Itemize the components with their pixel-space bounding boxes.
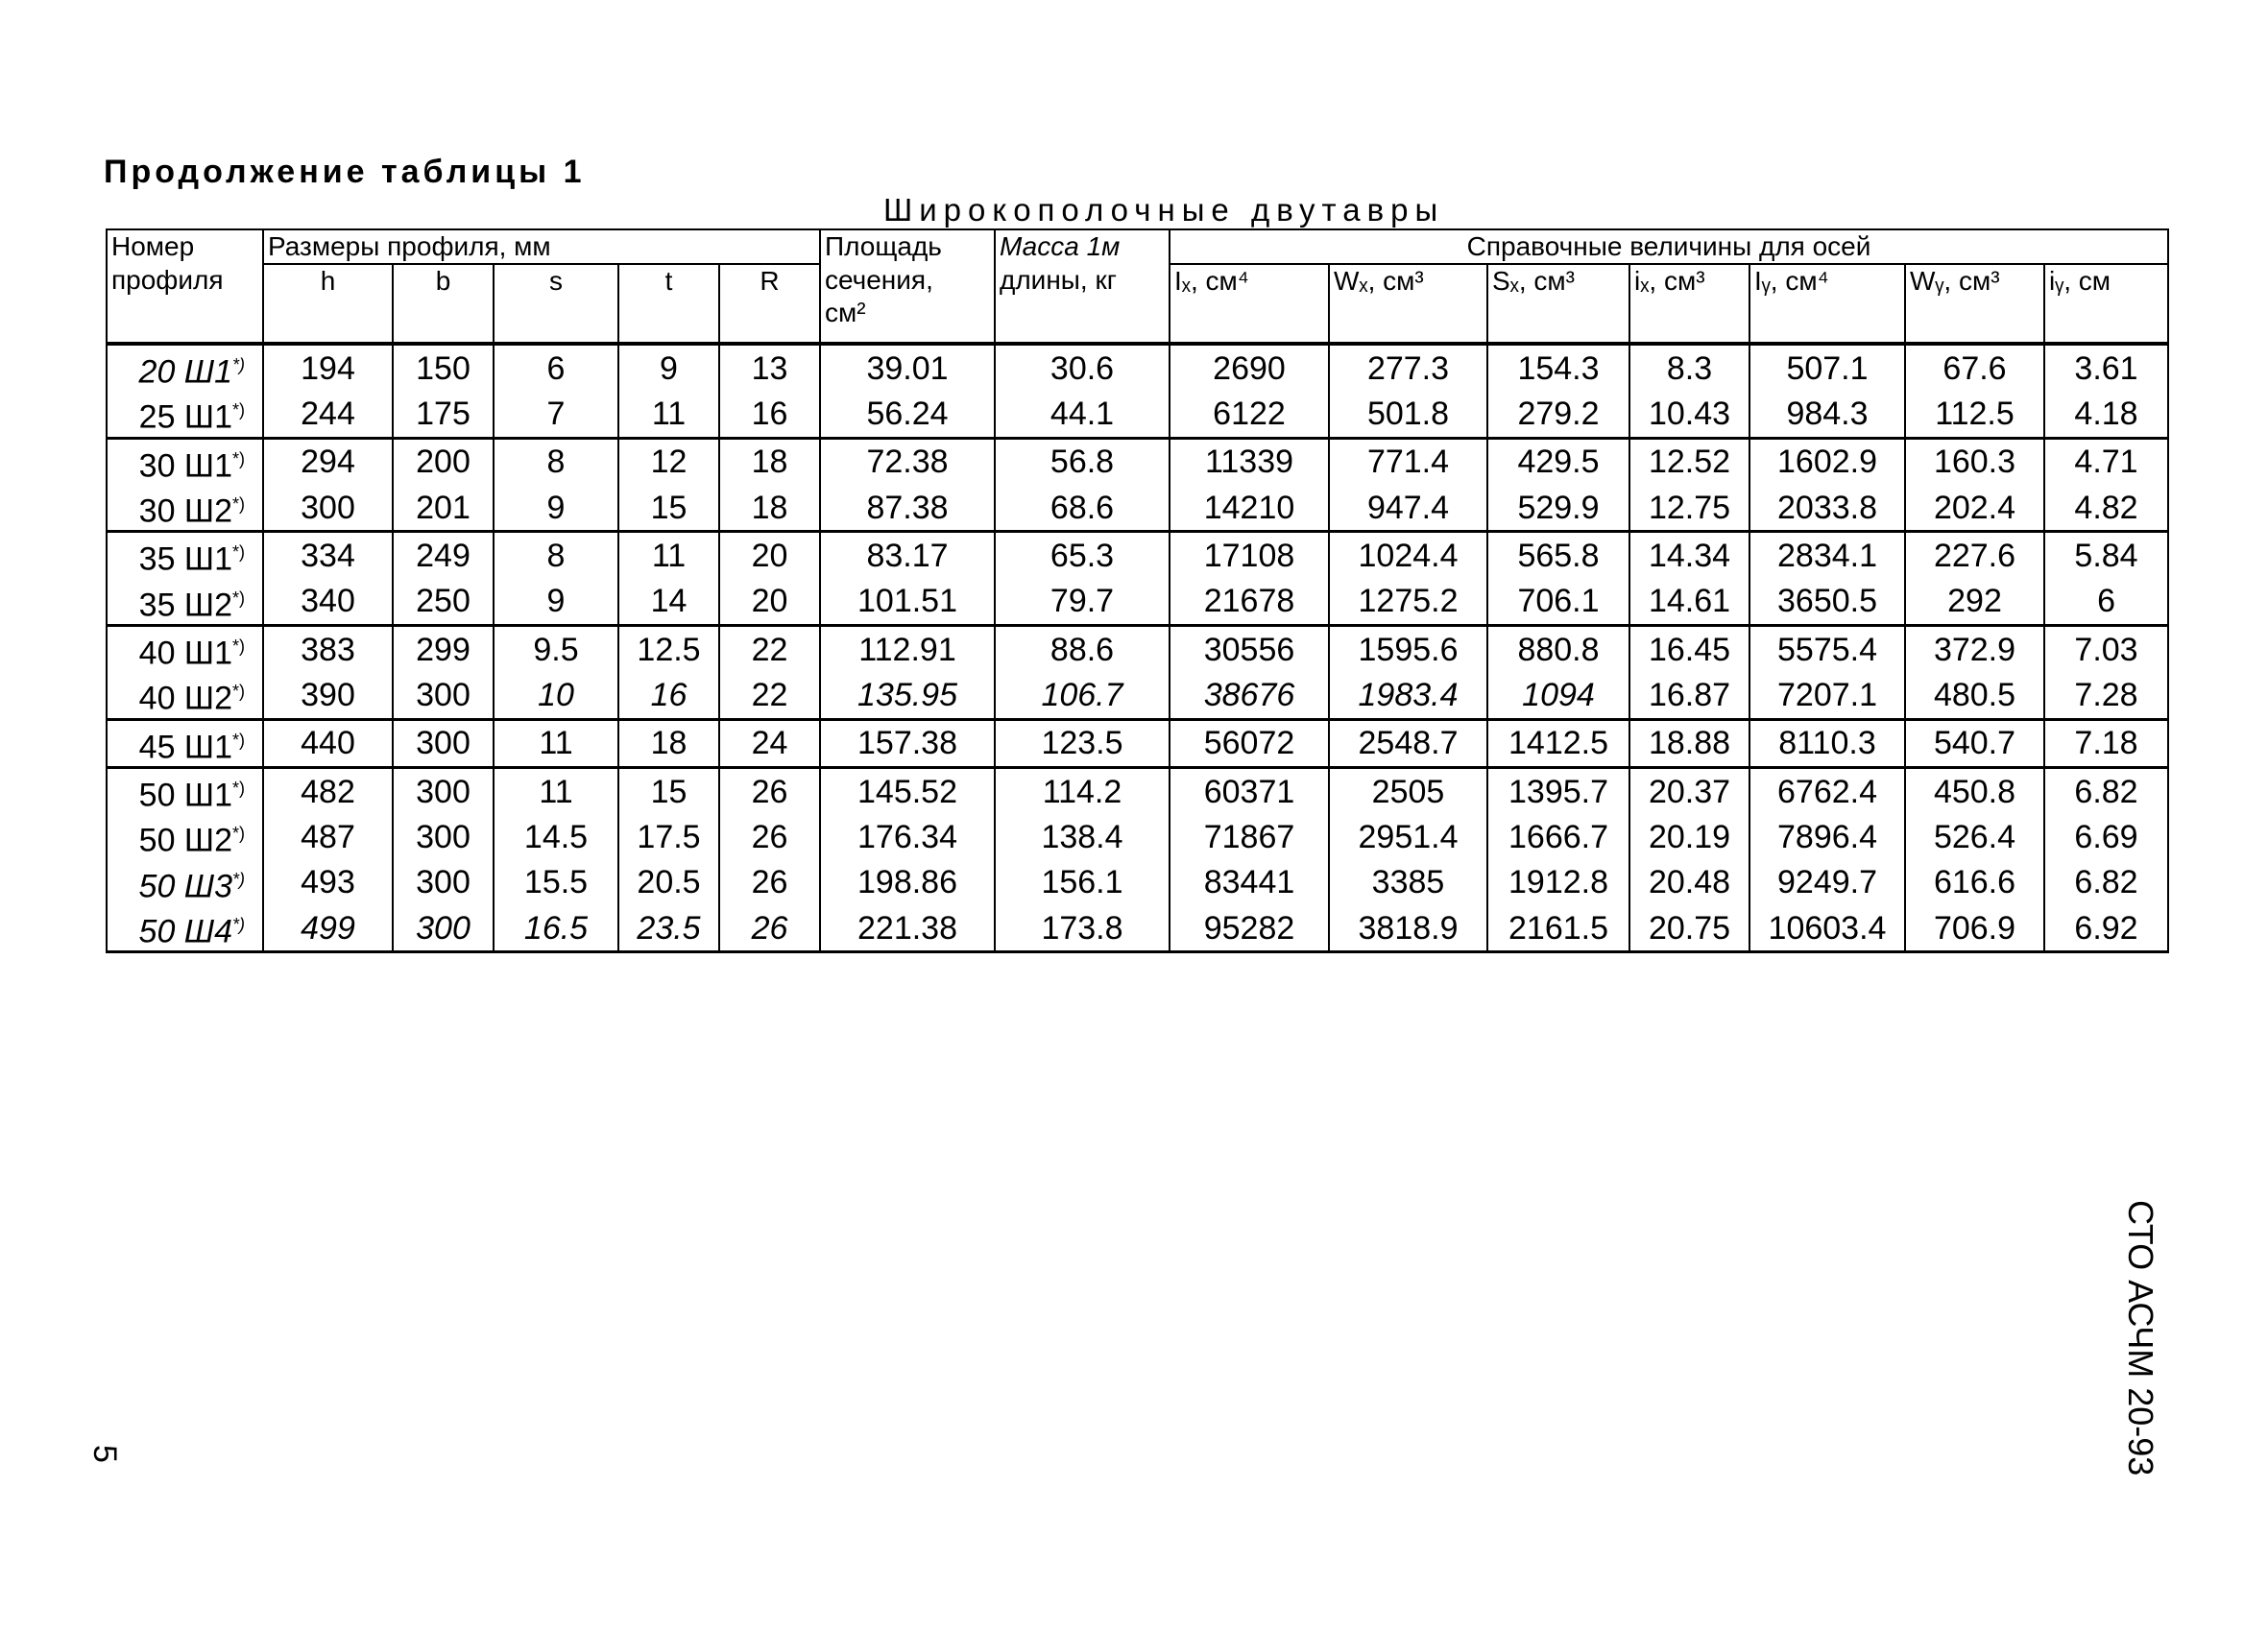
cell-b: 249 bbox=[393, 532, 494, 579]
cell-profile bbox=[107, 860, 263, 905]
cell-b: 299 bbox=[393, 625, 494, 672]
cell-ix: 8.3 bbox=[1629, 344, 1749, 391]
header-row-2 bbox=[107, 264, 2168, 344]
cell-area: 83.17 bbox=[820, 532, 995, 579]
cell-h: 334 bbox=[263, 532, 393, 579]
table-row bbox=[107, 814, 2168, 859]
cell-area: 56.24 bbox=[820, 391, 995, 438]
cell-Wx: 2548.7 bbox=[1329, 719, 1487, 767]
header-row-1 bbox=[107, 229, 2168, 264]
cell-Wx: 2505 bbox=[1329, 767, 1487, 814]
cell-ix: 14.61 bbox=[1629, 579, 1749, 626]
cell-h: 300 bbox=[263, 485, 393, 532]
table-row bbox=[107, 438, 2168, 485]
cell-Ix: 21678 bbox=[1170, 579, 1329, 626]
cell-Wy: 372.9 bbox=[1905, 625, 2044, 672]
cell-R: 22 bbox=[719, 625, 820, 672]
profile-label: 20 Ш1 bbox=[138, 353, 232, 391]
cell-iy: 6.82 bbox=[2044, 767, 2168, 814]
cell-Ix: 14210 bbox=[1170, 485, 1329, 532]
cell-ix: 16.87 bbox=[1629, 672, 1749, 719]
cell-mass: 30.6 bbox=[995, 344, 1170, 391]
cell-iy: 4.18 bbox=[2044, 391, 2168, 438]
cell-R: 26 bbox=[719, 767, 820, 814]
col-area-bottom-text: сечения, bbox=[825, 265, 933, 295]
cell-t: 16 bbox=[618, 672, 719, 719]
cell-t: 14 bbox=[618, 579, 719, 626]
cell-Wy: 540.7 bbox=[1905, 719, 2044, 767]
footnote-mark: *) bbox=[232, 542, 245, 563]
table-row bbox=[107, 860, 2168, 905]
cell-s: 9 bbox=[494, 485, 618, 532]
cell-iy: 4.82 bbox=[2044, 485, 2168, 532]
cell-ix: 18.88 bbox=[1629, 719, 1749, 767]
page-number: 5 bbox=[86, 1445, 123, 1463]
footnote-mark: *) bbox=[232, 448, 245, 468]
cell-profile bbox=[107, 767, 263, 814]
table-row bbox=[107, 485, 2168, 532]
cell-Wy: 67.6 bbox=[1905, 344, 2044, 391]
cell-area: 87.38 bbox=[820, 485, 995, 532]
cell-h: 244 bbox=[263, 391, 393, 438]
cell-Wx: 501.8 bbox=[1329, 391, 1487, 438]
profile-label: 30 Ш1 bbox=[138, 446, 232, 484]
col-area-top: Площадь bbox=[820, 229, 995, 264]
cell-area: 72.38 bbox=[820, 438, 995, 485]
cell-iy: 6 bbox=[2044, 579, 2168, 626]
table-row bbox=[107, 532, 2168, 579]
cell-ix: 20.37 bbox=[1629, 767, 1749, 814]
col-Wy: Wᵧ, см³ bbox=[1905, 264, 2044, 344]
col-h: h bbox=[263, 264, 393, 344]
cell-area: 221.38 bbox=[820, 905, 995, 952]
col-mass-bottom: длины, кг bbox=[995, 264, 1170, 344]
col-Sx: Sₓ, см³ bbox=[1487, 264, 1629, 344]
cell-mass: 138.4 bbox=[995, 814, 1170, 859]
profile-label: 30 Ш2 bbox=[138, 492, 232, 530]
cell-h: 440 bbox=[263, 719, 393, 767]
col-reference-group: Справочные величины для осей bbox=[1170, 229, 2168, 264]
cell-t: 15 bbox=[618, 767, 719, 814]
footnote-mark: *) bbox=[232, 493, 245, 514]
cell-R: 20 bbox=[719, 532, 820, 579]
cell-R: 26 bbox=[719, 860, 820, 905]
cell-Ix: 11339 bbox=[1170, 438, 1329, 485]
cell-ix: 12.75 bbox=[1629, 485, 1749, 532]
cell-area: 176.34 bbox=[820, 814, 995, 859]
cell-b: 150 bbox=[393, 344, 494, 391]
cell-h: 390 bbox=[263, 672, 393, 719]
col-profile-top: Номер bbox=[107, 229, 263, 264]
cell-t: 20.5 bbox=[618, 860, 719, 905]
cell-Wy: 526.4 bbox=[1905, 814, 2044, 859]
cell-R: 22 bbox=[719, 672, 820, 719]
cell-mass: 56.8 bbox=[995, 438, 1170, 485]
footnote-mark: *) bbox=[232, 824, 245, 844]
col-area-unit: см² bbox=[825, 298, 866, 327]
profile-label: 40 Ш1 bbox=[138, 635, 232, 672]
cell-mass: 123.5 bbox=[995, 719, 1170, 767]
cell-Ix: 56072 bbox=[1170, 719, 1329, 767]
cell-h: 499 bbox=[263, 905, 393, 952]
cell-iy: 7.28 bbox=[2044, 672, 2168, 719]
cell-Wy: 112.5 bbox=[1905, 391, 2044, 438]
cell-Wx: 277.3 bbox=[1329, 344, 1487, 391]
cell-Wx: 2951.4 bbox=[1329, 814, 1487, 859]
cell-Iy: 8110.3 bbox=[1749, 719, 1905, 767]
cell-profile bbox=[107, 579, 263, 626]
cell-ix: 16.45 bbox=[1629, 625, 1749, 672]
profile-label: 45 Ш1 bbox=[138, 728, 232, 765]
cell-Iy: 2033.8 bbox=[1749, 485, 1905, 532]
cell-mass: 114.2 bbox=[995, 767, 1170, 814]
footnote-mark: *) bbox=[232, 588, 245, 608]
col-Ix: Iₓ, см⁴ bbox=[1170, 264, 1329, 344]
cell-h: 482 bbox=[263, 767, 393, 814]
table-title: Широкополочные двутавры bbox=[883, 192, 1445, 228]
cell-Iy: 3650.5 bbox=[1749, 579, 1905, 626]
cell-area: 101.51 bbox=[820, 579, 995, 626]
footnote-mark: *) bbox=[232, 355, 245, 374]
cell-s: 7 bbox=[494, 391, 618, 438]
cell-Sx: 529.9 bbox=[1487, 485, 1629, 532]
cell-s: 10 bbox=[494, 672, 618, 719]
cell-Ix: 30556 bbox=[1170, 625, 1329, 672]
cell-Ix: 95282 bbox=[1170, 905, 1329, 952]
cell-area: 39.01 bbox=[820, 344, 995, 391]
footnote-mark: *) bbox=[232, 682, 245, 702]
cell-t: 15 bbox=[618, 485, 719, 532]
cell-area: 112.91 bbox=[820, 625, 995, 672]
table-row bbox=[107, 672, 2168, 719]
cell-iy: 3.61 bbox=[2044, 344, 2168, 391]
cell-b: 175 bbox=[393, 391, 494, 438]
cell-Iy: 9249.7 bbox=[1749, 860, 1905, 905]
cell-R: 18 bbox=[719, 438, 820, 485]
cell-R: 20 bbox=[719, 579, 820, 626]
cell-Wx: 1275.2 bbox=[1329, 579, 1487, 626]
footnote-mark: *) bbox=[232, 778, 245, 798]
profile-label: 50 Ш3 bbox=[138, 867, 232, 904]
cell-s: 9.5 bbox=[494, 625, 618, 672]
cell-t: 11 bbox=[618, 532, 719, 579]
cell-iy: 5.84 bbox=[2044, 532, 2168, 579]
cell-s: 14.5 bbox=[494, 814, 618, 859]
cell-Iy: 10603.4 bbox=[1749, 905, 1905, 952]
cell-profile bbox=[107, 344, 263, 391]
cell-t: 12 bbox=[618, 438, 719, 485]
cell-Iy: 507.1 bbox=[1749, 344, 1905, 391]
footnote-mark: *) bbox=[232, 914, 245, 934]
cell-Wx: 1024.4 bbox=[1329, 532, 1487, 579]
cell-Iy: 1602.9 bbox=[1749, 438, 1905, 485]
cell-Iy: 5575.4 bbox=[1749, 625, 1905, 672]
cell-h: 194 bbox=[263, 344, 393, 391]
cell-t: 12.5 bbox=[618, 625, 719, 672]
cell-profile bbox=[107, 438, 263, 485]
cell-Sx: 429.5 bbox=[1487, 438, 1629, 485]
cell-iy: 7.18 bbox=[2044, 719, 2168, 767]
cell-Ix: 2690 bbox=[1170, 344, 1329, 391]
cell-Iy: 2834.1 bbox=[1749, 532, 1905, 579]
cell-h: 340 bbox=[263, 579, 393, 626]
profile-label: 35 Ш1 bbox=[138, 540, 232, 578]
cell-Sx: 279.2 bbox=[1487, 391, 1629, 438]
cell-R: 13 bbox=[719, 344, 820, 391]
cell-Ix: 83441 bbox=[1170, 860, 1329, 905]
cell-profile bbox=[107, 719, 263, 767]
cell-Sx: 2161.5 bbox=[1487, 905, 1629, 952]
cell-ix: 20.48 bbox=[1629, 860, 1749, 905]
cell-profile bbox=[107, 814, 263, 859]
cell-t: 11 bbox=[618, 391, 719, 438]
cell-h: 487 bbox=[263, 814, 393, 859]
cell-s: 6 bbox=[494, 344, 618, 391]
cell-mass: 68.6 bbox=[995, 485, 1170, 532]
cell-Sx: 880.8 bbox=[1487, 625, 1629, 672]
cell-Wy: 227.6 bbox=[1905, 532, 2044, 579]
cell-ix: 10.43 bbox=[1629, 391, 1749, 438]
cell-area: 157.38 bbox=[820, 719, 995, 767]
cell-area: 145.52 bbox=[820, 767, 995, 814]
col-t: t bbox=[618, 264, 719, 344]
cell-b: 200 bbox=[393, 438, 494, 485]
cell-b: 300 bbox=[393, 814, 494, 859]
profile-label: 25 Ш1 bbox=[138, 398, 232, 436]
cell-t: 9 bbox=[618, 344, 719, 391]
cell-b: 300 bbox=[393, 767, 494, 814]
cell-ix: 14.34 bbox=[1629, 532, 1749, 579]
col-ix: iₓ, см³ bbox=[1629, 264, 1749, 344]
cell-Ix: 6122 bbox=[1170, 391, 1329, 438]
cell-profile bbox=[107, 672, 263, 719]
profile-label: 35 Ш2 bbox=[138, 586, 232, 623]
table-row bbox=[107, 579, 2168, 626]
table-row bbox=[107, 625, 2168, 672]
cell-Sx: 1666.7 bbox=[1487, 814, 1629, 859]
col-b: b bbox=[393, 264, 494, 344]
cell-Ix: 71867 bbox=[1170, 814, 1329, 859]
cell-Wy: 202.4 bbox=[1905, 485, 2044, 532]
col-Wx: Wₓ, см³ bbox=[1329, 264, 1487, 344]
cell-R: 26 bbox=[719, 905, 820, 952]
i-beam-table bbox=[106, 228, 2169, 953]
cell-Wy: 160.3 bbox=[1905, 438, 2044, 485]
cell-s: 8 bbox=[494, 438, 618, 485]
cell-R: 26 bbox=[719, 814, 820, 859]
cell-mass: 106.7 bbox=[995, 672, 1170, 719]
document-code: СТО АСЧМ 20-93 bbox=[2121, 1200, 2160, 1476]
cell-Iy: 7207.1 bbox=[1749, 672, 1905, 719]
cell-iy: 4.71 bbox=[2044, 438, 2168, 485]
cell-b: 300 bbox=[393, 719, 494, 767]
cell-Ix: 60371 bbox=[1170, 767, 1329, 814]
cell-Wx: 1983.4 bbox=[1329, 672, 1487, 719]
cell-Wy: 450.8 bbox=[1905, 767, 2044, 814]
col-R: R bbox=[719, 264, 820, 344]
cell-s: 11 bbox=[494, 767, 618, 814]
cell-mass: 44.1 bbox=[995, 391, 1170, 438]
cell-Wx: 1595.6 bbox=[1329, 625, 1487, 672]
cell-h: 383 bbox=[263, 625, 393, 672]
cell-Sx: 565.8 bbox=[1487, 532, 1629, 579]
cell-profile bbox=[107, 485, 263, 532]
cell-s: 15.5 bbox=[494, 860, 618, 905]
cell-s: 16.5 bbox=[494, 905, 618, 952]
cell-ix: 12.52 bbox=[1629, 438, 1749, 485]
cell-mass: 156.1 bbox=[995, 860, 1170, 905]
cell-Wx: 771.4 bbox=[1329, 438, 1487, 485]
cell-area: 198.86 bbox=[820, 860, 995, 905]
cell-t: 17.5 bbox=[618, 814, 719, 859]
cell-ix: 20.75 bbox=[1629, 905, 1749, 952]
cell-t: 18 bbox=[618, 719, 719, 767]
cell-profile bbox=[107, 905, 263, 952]
footnote-mark: *) bbox=[232, 730, 245, 750]
cell-b: 300 bbox=[393, 905, 494, 952]
cell-profile bbox=[107, 391, 263, 438]
footnote-mark: *) bbox=[232, 869, 245, 889]
cell-Ix: 38676 bbox=[1170, 672, 1329, 719]
cell-Wx: 3818.9 bbox=[1329, 905, 1487, 952]
cell-b: 250 bbox=[393, 579, 494, 626]
cell-Sx: 1412.5 bbox=[1487, 719, 1629, 767]
cell-Iy: 6762.4 bbox=[1749, 767, 1905, 814]
cell-Sx: 1094 bbox=[1487, 672, 1629, 719]
cell-R: 18 bbox=[719, 485, 820, 532]
cell-Wy: 292 bbox=[1905, 579, 2044, 626]
cell-mass: 173.8 bbox=[995, 905, 1170, 952]
cell-Sx: 1912.8 bbox=[1487, 860, 1629, 905]
cell-R: 16 bbox=[719, 391, 820, 438]
cell-Iy: 984.3 bbox=[1749, 391, 1905, 438]
profile-label: 40 Ш2 bbox=[138, 680, 232, 717]
footnote-mark: *) bbox=[232, 636, 245, 656]
col-s: s bbox=[494, 264, 618, 344]
cell-s: 11 bbox=[494, 719, 618, 767]
cell-t: 23.5 bbox=[618, 905, 719, 952]
cell-Wx: 947.4 bbox=[1329, 485, 1487, 532]
table-row bbox=[107, 344, 2168, 391]
cell-mass: 79.7 bbox=[995, 579, 1170, 626]
cell-Wy: 480.5 bbox=[1905, 672, 2044, 719]
cell-h: 493 bbox=[263, 860, 393, 905]
cell-mass: 65.3 bbox=[995, 532, 1170, 579]
cell-Wy: 706.9 bbox=[1905, 905, 2044, 952]
profile-label: 50 Ш2 bbox=[138, 822, 232, 859]
cell-mass: 88.6 bbox=[995, 625, 1170, 672]
table-row bbox=[107, 905, 2168, 952]
cell-b: 201 bbox=[393, 485, 494, 532]
profile-label: 50 Ш1 bbox=[138, 777, 232, 814]
cell-iy: 6.82 bbox=[2044, 860, 2168, 905]
cell-iy: 6.92 bbox=[2044, 905, 2168, 952]
cell-Sx: 706.1 bbox=[1487, 579, 1629, 626]
cell-iy: 7.03 bbox=[2044, 625, 2168, 672]
table-row bbox=[107, 391, 2168, 438]
cell-Wy: 616.6 bbox=[1905, 860, 2044, 905]
col-Iy: Iᵧ, см⁴ bbox=[1749, 264, 1905, 344]
cell-b: 300 bbox=[393, 672, 494, 719]
col-iy: iᵧ, см bbox=[2044, 264, 2168, 344]
col-dimensions-group: Размеры профиля, мм bbox=[263, 229, 820, 264]
cell-ix: 20.19 bbox=[1629, 814, 1749, 859]
table-row bbox=[107, 719, 2168, 767]
cell-area: 135.95 bbox=[820, 672, 995, 719]
col-mass-top: Масса 1м bbox=[995, 229, 1170, 264]
cell-s: 8 bbox=[494, 532, 618, 579]
cell-iy: 6.69 bbox=[2044, 814, 2168, 859]
cell-h: 294 bbox=[263, 438, 393, 485]
continuation-heading: Продолжение таблицы 1 bbox=[104, 154, 586, 190]
col-area-bottom bbox=[820, 264, 995, 344]
cell-Sx: 1395.7 bbox=[1487, 767, 1629, 814]
cell-s: 9 bbox=[494, 579, 618, 626]
col-profile-bottom: профиля bbox=[107, 264, 263, 344]
footnote-mark: *) bbox=[232, 400, 245, 420]
cell-Ix: 17108 bbox=[1170, 532, 1329, 579]
cell-Iy: 7896.4 bbox=[1749, 814, 1905, 859]
cell-profile bbox=[107, 532, 263, 579]
cell-b: 300 bbox=[393, 860, 494, 905]
cell-profile bbox=[107, 625, 263, 672]
profile-label: 50 Ш4 bbox=[138, 913, 232, 950]
cell-R: 24 bbox=[719, 719, 820, 767]
cell-Sx: 154.3 bbox=[1487, 344, 1629, 391]
cell-Wx: 3385 bbox=[1329, 860, 1487, 905]
table-row bbox=[107, 767, 2168, 814]
